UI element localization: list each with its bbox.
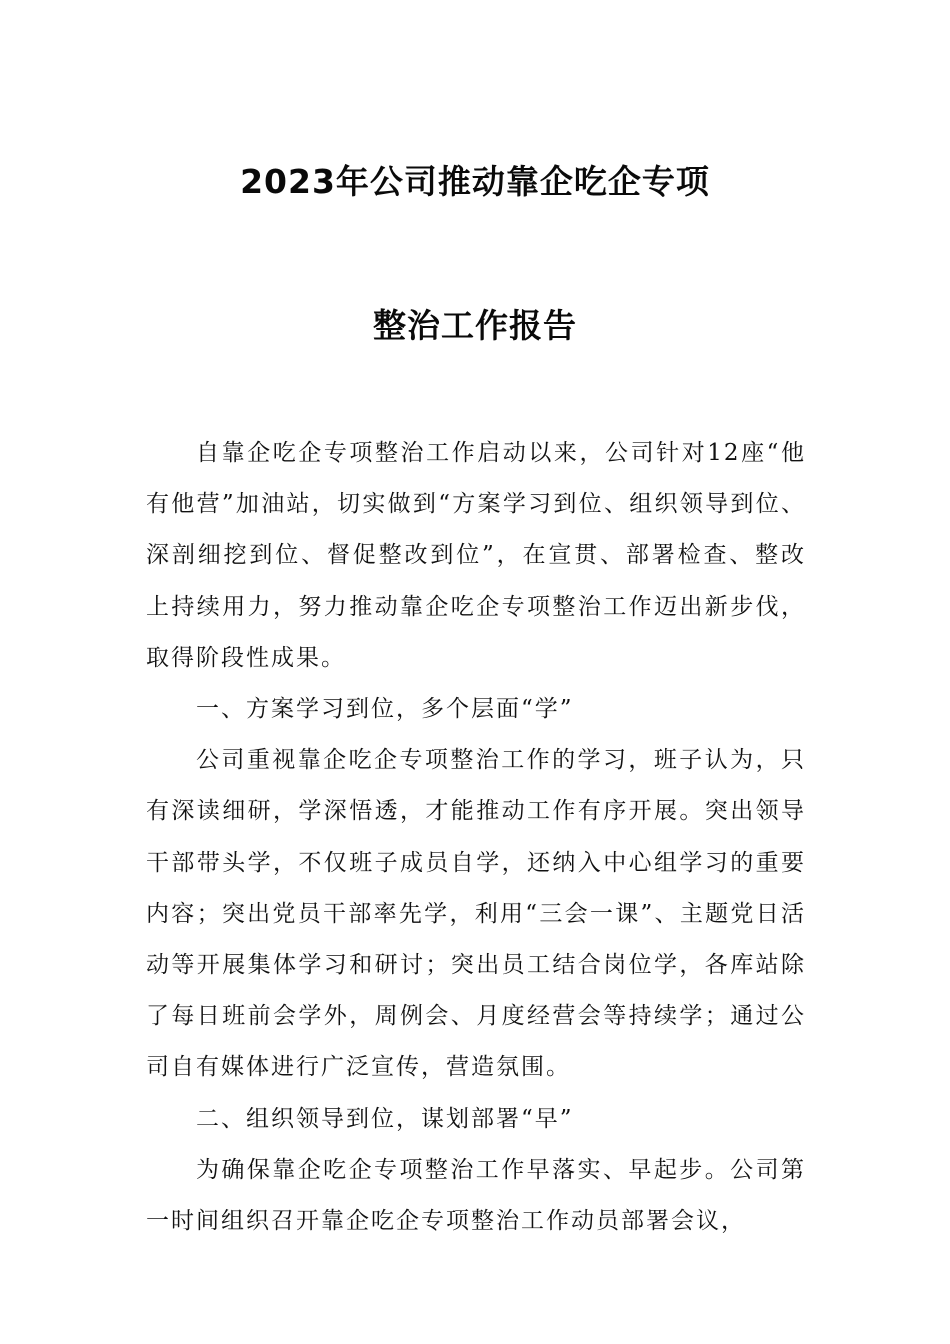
paragraph-section-1: 公司重视靠企吃企专项整治工作的学习，班子认为，只有深读细研，学深悟透，才能推动工作有序开展。突出领导干部带头学，不仅班子成员自学，还纳入中心组学习的重要内容；突出党员干部率先学，利用“三会一课”、主题党日活动等开展集体学习和研讨；突出员工结合岗位学，各库站除了每日班前会学外，周例会、月度经营会等持续学；通过公司自有媒体进行广泛宣传，营造氛围。 (146, 747, 806, 1081)
section-heading-2: 二、组织领导到位，谋划部署“早” (196, 1105, 574, 1132)
section-heading-1: 一、方案学习到位，多个层面“学” (196, 696, 574, 723)
paragraph-intro: 自靠企吃企专项整治工作启动以来，公司针对12座“他有他营”加油站，切实做到“方案学习到位、组织领导到位、深剖细挖到位、督促整改到位”，在宣贯、部署检查、整改上持续用力，努力推动靠企吃企专项整治工作迈出新步伐，取得阶段性成果。 (146, 440, 806, 671)
document-title-line-1: 2023年公司推动靠企吃企专项 (240, 162, 710, 201)
document-title-line-2: 整治工作报告 (373, 306, 577, 345)
document-body (146, 428, 806, 1247)
paragraph-section-2: 为确保靠企吃企专项整治工作早落实、早起步。公司第一时间组织召开靠企吃企专项整治工作动员部署会议， (146, 1156, 806, 1235)
